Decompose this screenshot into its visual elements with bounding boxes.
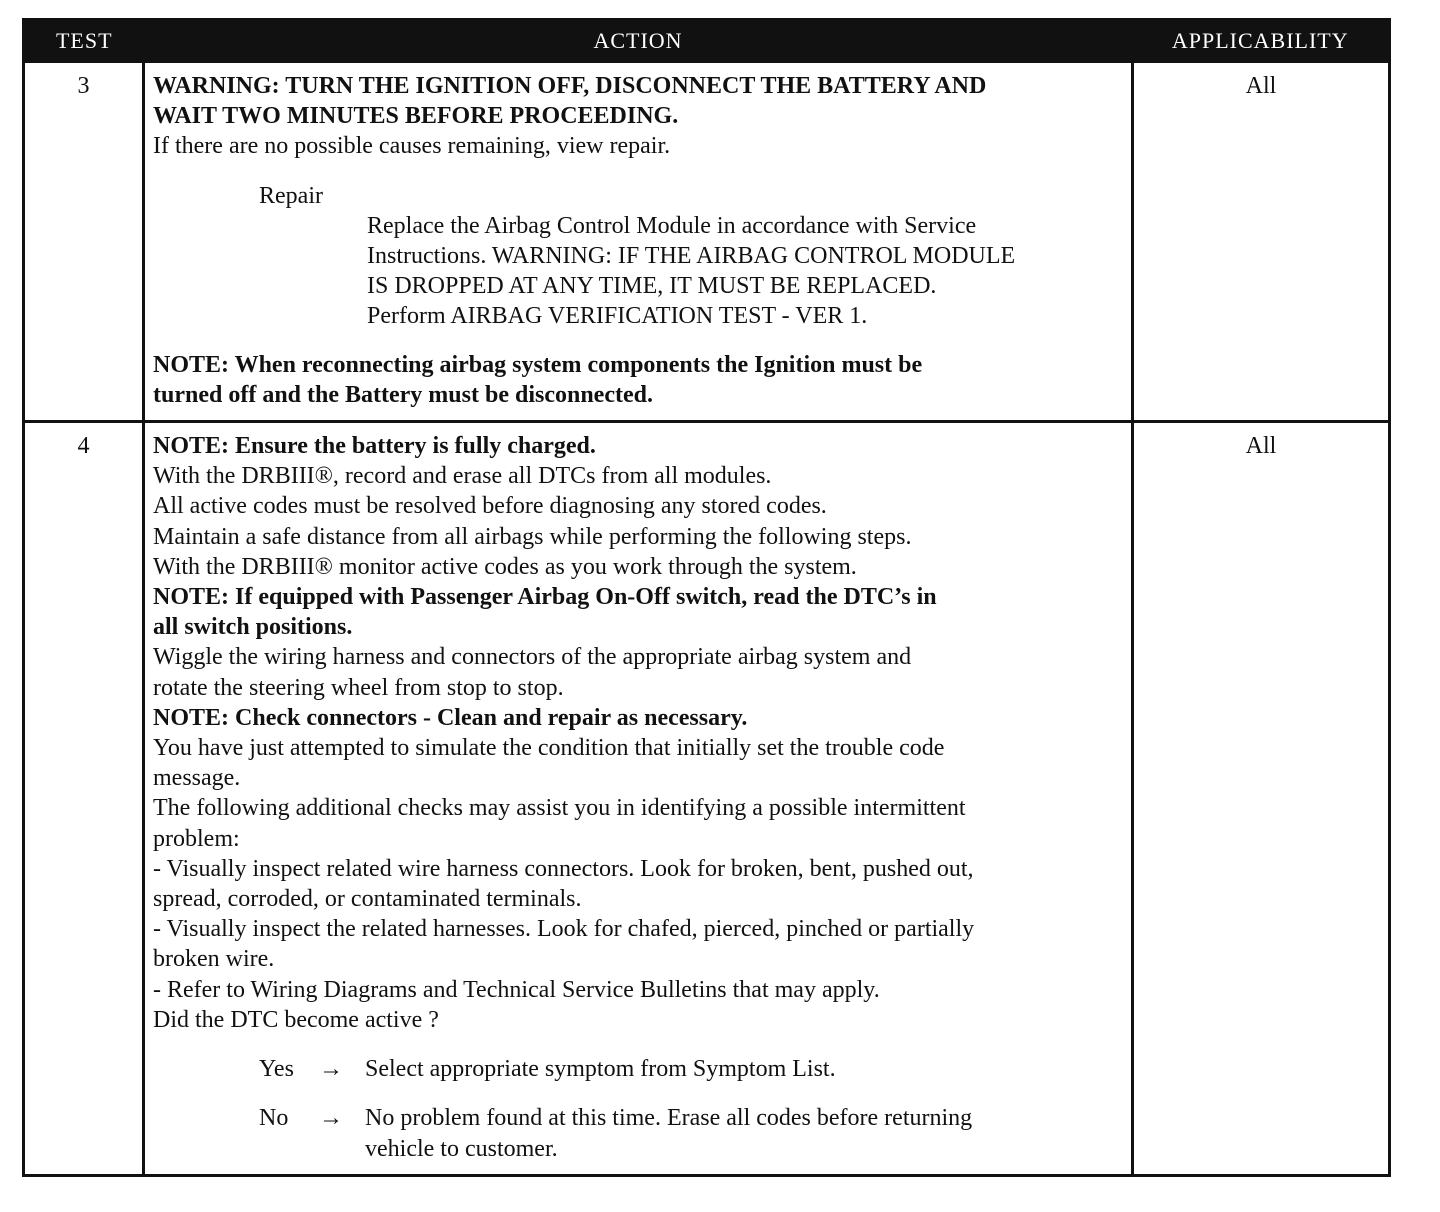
table-row-test-4 <box>24 422 1390 1176</box>
instruction-line: Wiggle the wiring harness and connectors of the appropriate airbag system and <box>153 644 912 671</box>
note-line: all switch positions. <box>153 614 353 641</box>
header-applicability: APPLICABILITY <box>1133 20 1390 62</box>
instruction-line: All active codes must be resolved before diagnosing any stored codes. <box>153 493 827 520</box>
instruction-line: Maintain a safe distance from all airbags while performing the following steps. <box>153 523 912 550</box>
instruction-line: - Refer to Wiring Diagrams and Technical Service Bulletins that may apply. <box>153 976 880 1003</box>
instruction-line: broken wire. <box>153 946 275 973</box>
action-cell <box>144 62 1133 422</box>
repair-line: IS DROPPED AT ANY TIME, IT MUST BE REPLACED. <box>367 273 937 300</box>
arrow-right-icon: → <box>319 1105 343 1132</box>
warning-line: WAIT TWO MINUTES BEFORE PROCEEDING. <box>153 103 679 130</box>
yes-label: Yes <box>259 1056 294 1083</box>
repair-line: Replace the Airbag Control Module in accordance with Service <box>367 212 977 239</box>
no-result-line: No problem found at this time. Erase all codes before returning <box>365 1105 973 1132</box>
yes-option <box>153 1054 1123 1084</box>
test-number: 4 <box>24 422 144 1176</box>
instruction-line: The following additional checks may assist you in identifying a possible intermittent <box>153 795 966 822</box>
instruction-line: problem: <box>153 825 240 852</box>
header-row <box>24 20 1390 62</box>
note-line: turned off and the Battery must be disconnected. <box>153 381 653 408</box>
no-result-line: vehicle to customer. <box>365 1135 558 1162</box>
no-label: No <box>259 1105 289 1132</box>
applicability-value: All <box>1133 62 1390 422</box>
instruction-line: spread, corroded, or contaminated terminals. <box>153 886 582 913</box>
instruction-block <box>153 431 1123 1035</box>
action-cell <box>144 422 1133 1176</box>
repair-label: Repair <box>259 182 323 209</box>
instruction-line: With the DRBIII® monitor active codes as you work through the system. <box>153 553 857 580</box>
note-line: NOTE: Check connectors - Clean and repair as necessary. <box>153 704 748 731</box>
warning-line: WARNING: TURN THE IGNITION OFF, DISCONNECT THE BATTERY AND <box>153 73 987 99</box>
instruction-line: - Visually inspect the related harnesses. Look for chafed, pierced, pinched or partially <box>153 916 975 943</box>
table-row-test-3 <box>24 62 1390 422</box>
note-line: NOTE: When reconnecting airbag system components the Ignition must be <box>153 351 923 378</box>
instruction-line: message. <box>153 765 241 792</box>
repair-line: Instructions. WARNING: IF THE AIRBAG CONTROL MODULE <box>367 243 1016 270</box>
instruction-line: - Visually inspect related wire harness connectors. Look for broken, bent, pushed out, <box>153 855 974 882</box>
arrow-right-icon: → <box>319 1056 343 1083</box>
header-action: ACTION <box>144 20 1133 62</box>
instruction-line: You have just attempted to simulate the condition that initially set the trouble code <box>153 735 945 762</box>
note-line: NOTE: If equipped with Passenger Airbag On-Off switch, read the DTC’s in <box>153 584 937 611</box>
instruction-line: With the DRBIII®, record and erase all DTCs from all modules. <box>153 463 772 490</box>
repair-line: Perform AIRBAG VERIFICATION TEST - VER 1. <box>367 303 868 330</box>
note-line: NOTE: Ensure the battery is fully charged. <box>153 433 596 460</box>
instruction-line: rotate the steering wheel from stop to stop. <box>153 674 564 701</box>
no-result <box>365 1103 1123 1163</box>
applicability-value: All <box>1133 422 1390 1176</box>
test-number: 3 <box>24 62 144 422</box>
header-test: TEST <box>24 20 144 62</box>
no-option <box>153 1103 1123 1163</box>
yes-result: Select appropriate symptom from Symptom List. <box>365 1056 836 1083</box>
instruction-line: Did the DTC become active ? <box>153 1006 439 1033</box>
instruction-line: If there are no possible causes remaining, view repair. <box>153 133 671 160</box>
diagnostic-table <box>22 18 1391 1177</box>
